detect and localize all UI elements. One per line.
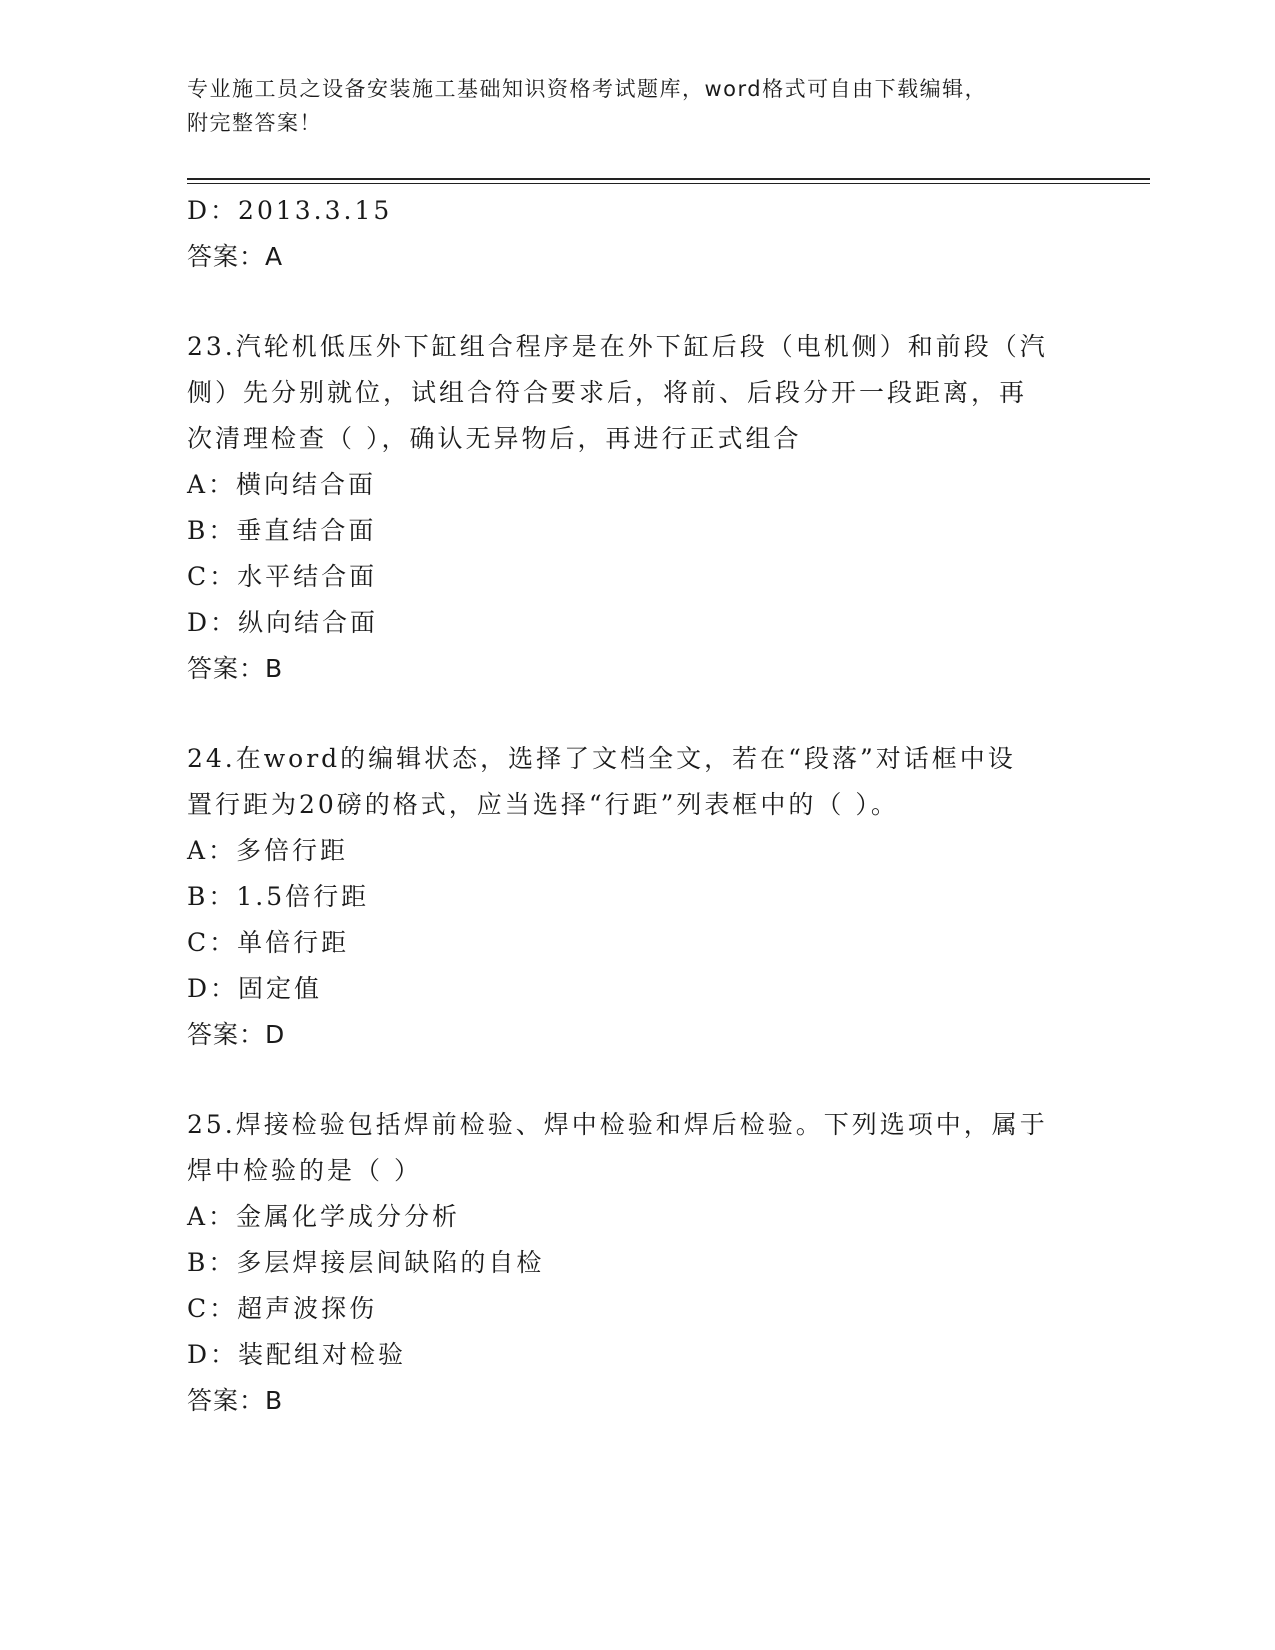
header-divider-thick <box>187 178 1150 180</box>
question-content <box>187 188 1087 1424</box>
question-25-option-a: A：金属化学成分分析 <box>187 1202 461 1231</box>
question-25-option-c: C：超声波探伤 <box>187 1294 378 1323</box>
header-title-line-1: 专业施工员之设备安装施工基础知识资格考试题库，word格式可自由下载编辑， <box>187 77 988 101</box>
question-25-stem-line-2: 焊中检验的是（ ） <box>187 1156 422 1185</box>
prev-question-option-d: D：2013.3.15 <box>187 196 393 225</box>
question-23-option-a: A：横向结合面 <box>187 470 377 499</box>
question-24-stem-line-2: 置行距为20磅的格式，应当选择“行距”列表框中的（ ）。 <box>187 790 899 819</box>
question-23-stem-line-2: 侧）先分别就位，试组合符合要求后，将前、后段分开一段距离，再 <box>187 378 1028 407</box>
question-25-stem-line-1: 25.焊接检验包括焊前检验、焊中检验和焊后检验。下列选项中，属于 <box>187 1110 1048 1139</box>
question-23 <box>187 324 1087 692</box>
question-23-answer: 答案：B <box>187 654 284 683</box>
prev-question-answer: 答案：A <box>187 242 284 271</box>
question-25-option-b: B：多层焊接层间缺陷的自检 <box>187 1248 545 1277</box>
question-23-stem-line-1: 23.汽轮机低压外下缸组合程序是在外下缸后段（电机侧）和前段（汽 <box>187 332 1048 361</box>
question-24-option-d: D：固定值 <box>187 974 323 1003</box>
header-title-line-2: 附完整答案！ <box>187 111 322 135</box>
page-header <box>187 72 1067 140</box>
question-25-answer: 答案：B <box>187 1386 284 1415</box>
header-divider-thin <box>187 183 1150 184</box>
question-24-option-b: B：1.5倍行距 <box>187 882 370 911</box>
question-25 <box>187 1102 1087 1424</box>
question-24-stem-line-1: 24.在word的编辑状态，选择了文档全文，若在“段落”对话框中设 <box>187 744 1016 773</box>
question-24-answer: 答案：D <box>187 1020 286 1049</box>
question-23-option-b: B：垂直结合面 <box>187 516 377 545</box>
question-23-stem-line-3: 次清理检查（ ），确认无异物后，再进行正式组合 <box>187 424 802 453</box>
question-24 <box>187 736 1087 1058</box>
question-24-option-a: A：多倍行距 <box>187 836 349 865</box>
question-23-option-d: D：纵向结合面 <box>187 608 379 637</box>
question-25-option-d: D：装配组对检验 <box>187 1340 407 1369</box>
question-24-option-c: C：单倍行距 <box>187 928 350 957</box>
question-23-option-c: C：水平结合面 <box>187 562 378 591</box>
